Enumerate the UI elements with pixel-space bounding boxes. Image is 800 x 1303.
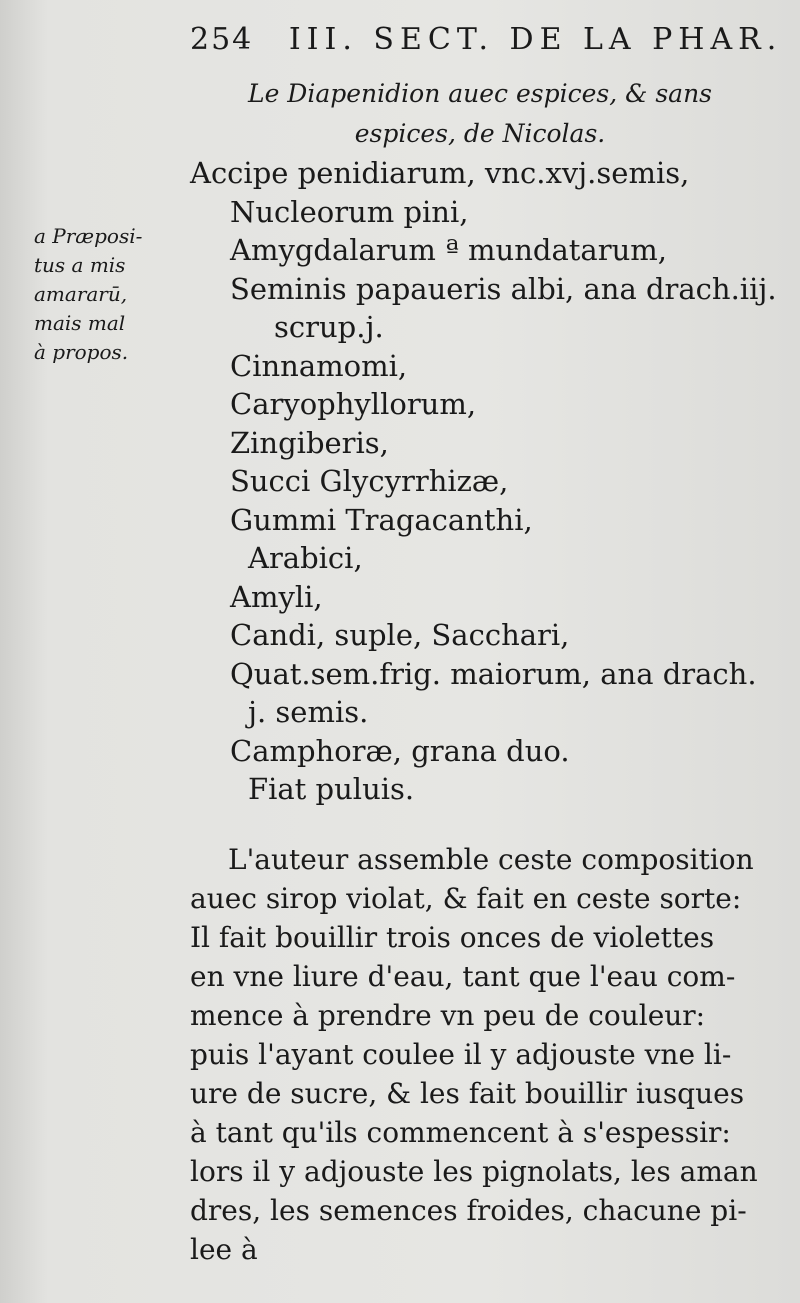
recipe-line: Cinnamomi,	[230, 348, 408, 383]
marginal-note-line: a Præposi-	[34, 224, 143, 248]
marginal-note-line: à propos.	[34, 340, 129, 364]
prose-line: ure de sucre, & les fait bouillir iusques	[190, 1077, 745, 1110]
recipe-line: Caryophyllorum,	[230, 387, 477, 421]
recipe-line: Fiat puluis.	[248, 772, 415, 806]
marginal-note	[34, 222, 184, 367]
recipe-line: Gummi Tragacanthi,	[230, 502, 533, 537]
prose-line: à tant qu'ils commencent à s'espessir:	[190, 1116, 731, 1149]
running-title: III. SECT. DE LA PHAR.	[288, 22, 783, 57]
recipe-line: Succi Glycyrrhizæ,	[230, 464, 509, 498]
prose-paragraph	[190, 840, 790, 1269]
recipe-line: Seminis papaueris albi, ana drach.iij.	[230, 271, 777, 306]
recipe-line: Quat.sem.frig. maiorum, ana drach.	[230, 656, 757, 691]
recipe-ingredients	[190, 154, 790, 809]
recipe-line: Accipe penidiarum, vnc.xvj.semis,	[190, 156, 690, 190]
prose-line: mence à prendre vn peu de couleur:	[190, 999, 706, 1032]
recipe-line: Nucleorum pini,	[230, 194, 469, 229]
prose-line: lee à	[190, 1233, 258, 1266]
prose-line: puis l'ayant coulee il y adjouste vne li-	[190, 1038, 732, 1071]
prose-line: en vne liure d'eau, tant que l'eau com-	[190, 960, 736, 993]
prose-line: Il fait bouillir trois onces de violettes	[190, 921, 715, 954]
prose-line: auec sirop violat, & fait en ceste sorte:	[190, 882, 742, 915]
recipe-line: Camphoræ, grana duo.	[230, 733, 570, 768]
prose-line: lors il y adjouste les pignolats, les aman	[190, 1155, 758, 1188]
recipe-line: j. semis.	[248, 695, 369, 729]
prose-line: L'auteur assemble ceste composition	[228, 843, 754, 876]
recipe-title-line: Le Diapenidion auec espices, & sans	[247, 79, 713, 108]
recipe-line: Amyli,	[230, 579, 323, 614]
marginal-note-line: mais mal	[34, 311, 126, 335]
marginal-note-line: amararū,	[34, 282, 128, 306]
recipe-line: Zingiberis,	[230, 425, 389, 460]
marginal-note-line: tus a mis	[34, 253, 126, 277]
recipe-line: Amygdalarum ª mundatarum,	[230, 233, 667, 267]
page-number: 254	[190, 22, 254, 57]
prose-line: dres, les semences froides, chacune pi-	[190, 1194, 747, 1227]
recipe-title-line: espices, de Nicolas.	[354, 119, 606, 148]
recipe-line: Arabici,	[248, 541, 363, 575]
recipe-line: Candi, suple, Sacchari,	[230, 618, 570, 652]
recipe-line: scrup.j.	[274, 310, 384, 344]
page-header	[190, 22, 790, 57]
recipe-title	[200, 74, 760, 154]
